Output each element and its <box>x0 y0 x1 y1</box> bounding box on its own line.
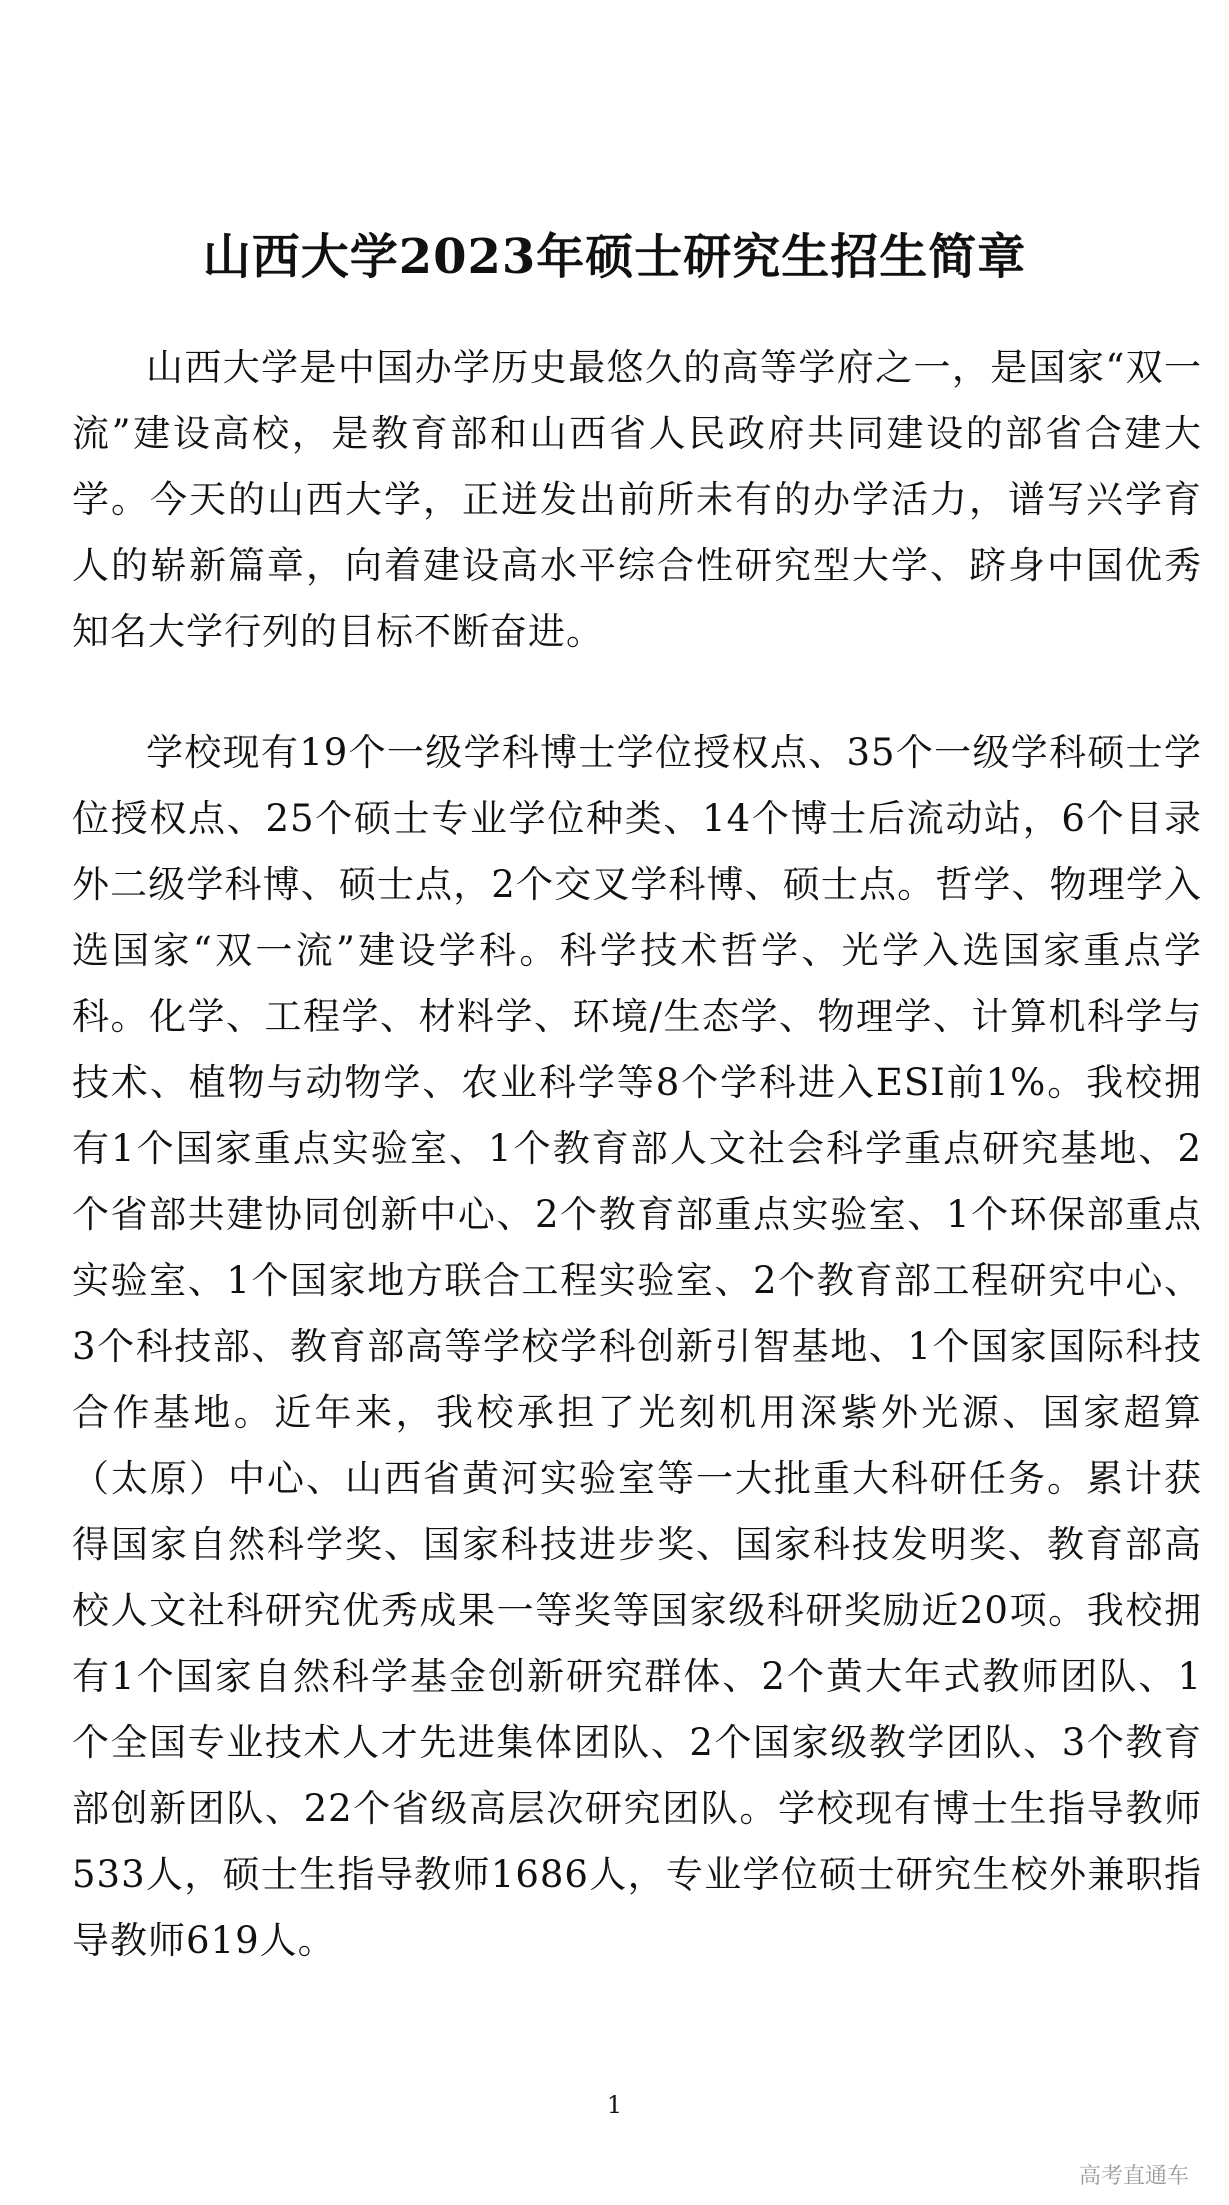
page-number: 1 <box>606 2091 623 2119</box>
disciplines-paragraph: 学校现有19个一级学科博士学位授权点、35个一级学科硕士学位授权点、25个硕士专业学位种类、14个博士后流动站，6个目录外二级学科博、硕士点，2个交叉学科博、硕士点。哲学、物理学入选国家“双一流”建设学科。科学技术哲学、光学入选国家重点学科。化学、工程学、材料学、环境/生态学、物理学、计算机科学与技术、植物与动物学、农业科学等8个学科进入ESI前1%。我校拥有1个国家重点实验室、1个教育部人文社会科学重点研究基地、2个省部共建协同创新中心、2个教育部重点实验室、1个环保部重点实验室、1个国家地方联合工程实验室、2个教育部工程研究中心、3个科技部、教育部高等学校学科创新引智基地、1个国家国际科技合作基地。近年来，我校承担了光刻机用深紫外光源、国家超算（太原）中心、山西省黄河实验室等一大批重大科研任务。累计获得国家自然科学奖、国家科技进步奖、国家科技发明奖、教育部高校人文社科研究优秀成果一等奖等国家级科研奖励近20项。我校拥有1个国家自然科学基金创新研究群体、2个黄大年式教师团队、1个全国专业技术人才先进集体团队、2个国家级教学团队、3个教育部创新团队、22个省级高层次研究团队。学校现有博士生指导教师533人，硕士生指导教师1686人，专业学位硕士研究生校外兼职指导教师619人。 <box>72 731 1202 1962</box>
document-title: 山西大学2023年硕士研究生招生简章 <box>202 229 1027 285</box>
watermark-text: 高考直通车 <box>1078 2164 1189 2189</box>
intro-paragraph: 山西大学是中国办学历史最悠久的高等学府之一，是国家“双一流”建设高校，是教育部和山西省人民政府共同建设的部省合建大学。今天的山西大学，正迸发出前所未有的办学活力，谱写兴学育人的崭新篇章，向着建设高水平综合性研究型大学、跻身中国优秀知名大学行列的目标不断奋进。 <box>72 346 1202 653</box>
